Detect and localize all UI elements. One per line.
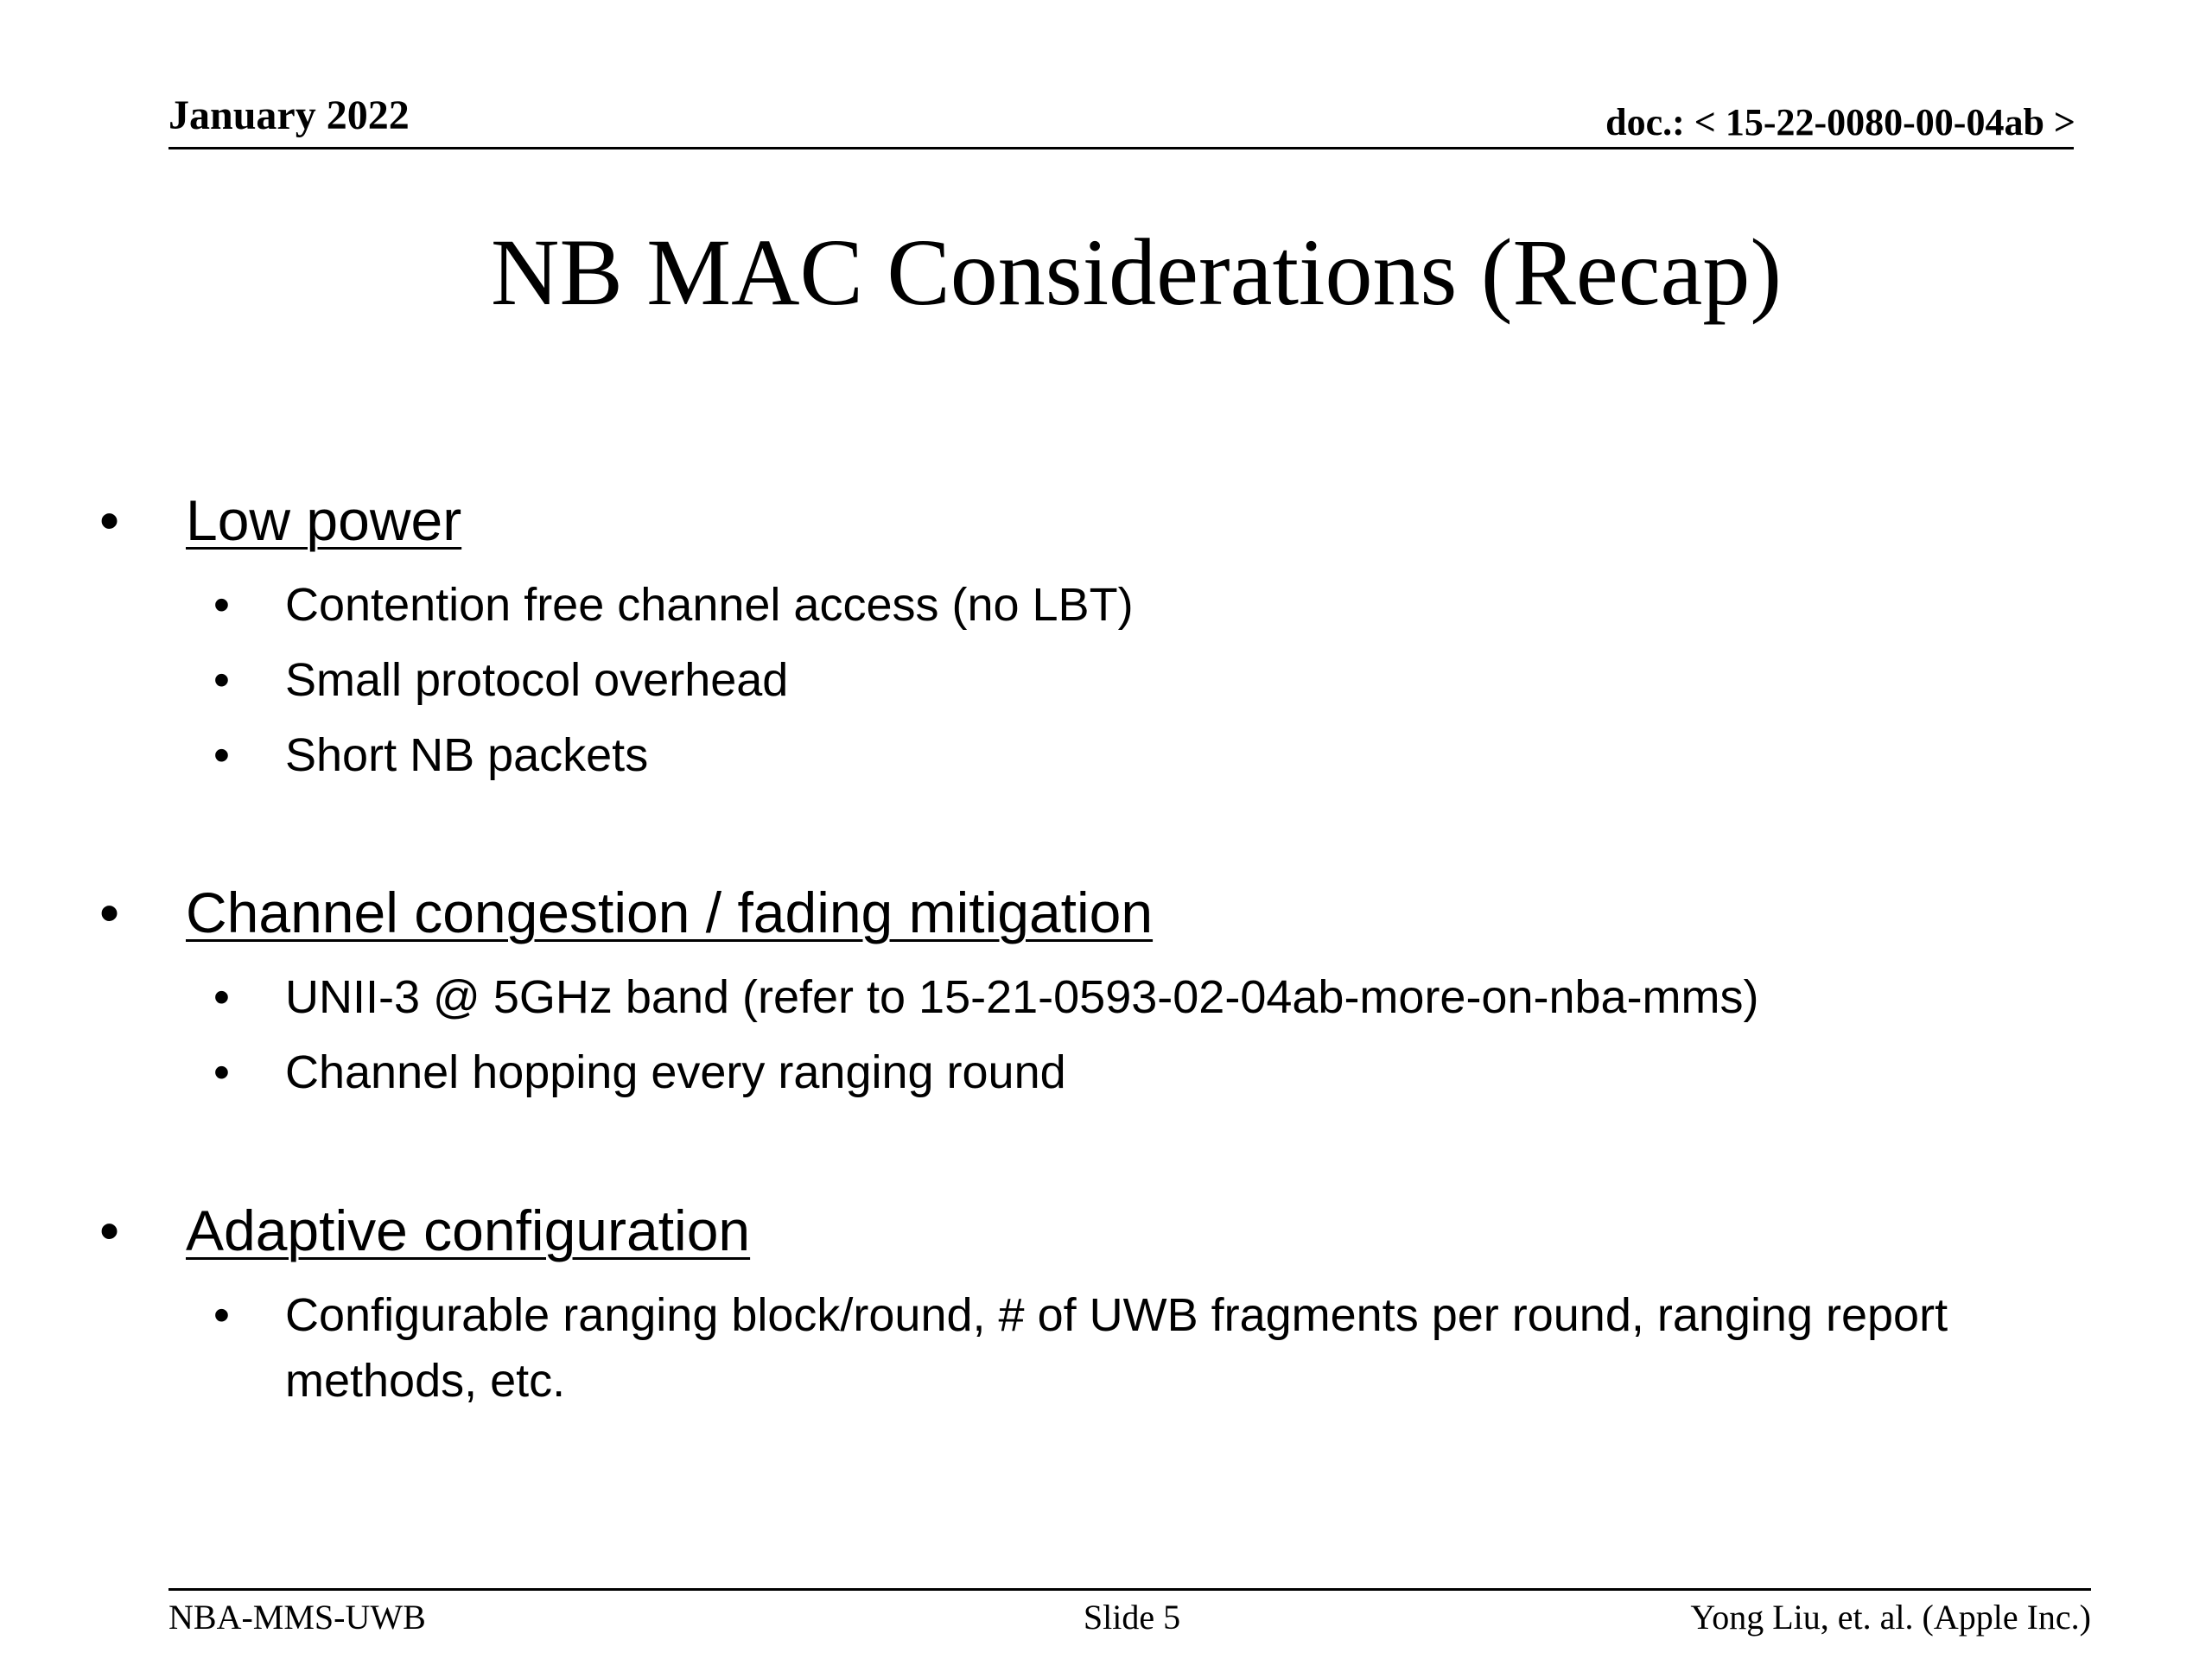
list-item-text: Channel hopping every ranging round xyxy=(285,1046,1066,1098)
header-date: January 2022 xyxy=(168,92,410,138)
footer-author: Yong Liu, et. al. (Apple Inc.) xyxy=(1690,1598,2091,1637)
bullet-glyph: • xyxy=(213,1289,230,1341)
list-item-text: Configurable ranging block/round, # of UWB fragments per round, ranging report methods, etc. xyxy=(285,1289,1948,1407)
list-item-text: Short NB packets xyxy=(285,729,649,781)
list-item-text: UNII-3 @ 5GHz band (refer to 15-21-0593-02-04ab-more-on-nba-mms) xyxy=(285,971,1759,1023)
section-heading: Low power xyxy=(186,488,462,552)
bullet-glyph: • xyxy=(99,880,120,944)
bullet-glyph: • xyxy=(213,654,230,706)
header-doc-id: doc.: < 15-22-0080-00-04ab > xyxy=(1605,101,2075,143)
bullet-glyph: • xyxy=(213,729,230,781)
footer-divider xyxy=(168,1588,2091,1591)
bullet-glyph: • xyxy=(213,1046,230,1098)
section-heading: Channel congestion / fading mitigation xyxy=(186,880,1154,944)
slide-title: NB MAC Considerations (Recap) xyxy=(491,219,1782,325)
bullet-glyph: • xyxy=(213,971,230,1023)
bullet-glyph: • xyxy=(99,1198,120,1262)
bullet-glyph: • xyxy=(213,579,230,631)
slide-number: Slide 5 xyxy=(1083,1598,1181,1637)
list-item-text: Small protocol overhead xyxy=(285,654,789,706)
header-divider xyxy=(168,147,2074,149)
bullet-glyph: • xyxy=(99,488,120,552)
section-heading: Adaptive configuration xyxy=(186,1198,751,1262)
list-item-text: Contention free channel access (no LBT) xyxy=(285,579,1134,631)
footer-left: NBA-MMS-UWB xyxy=(168,1598,426,1637)
